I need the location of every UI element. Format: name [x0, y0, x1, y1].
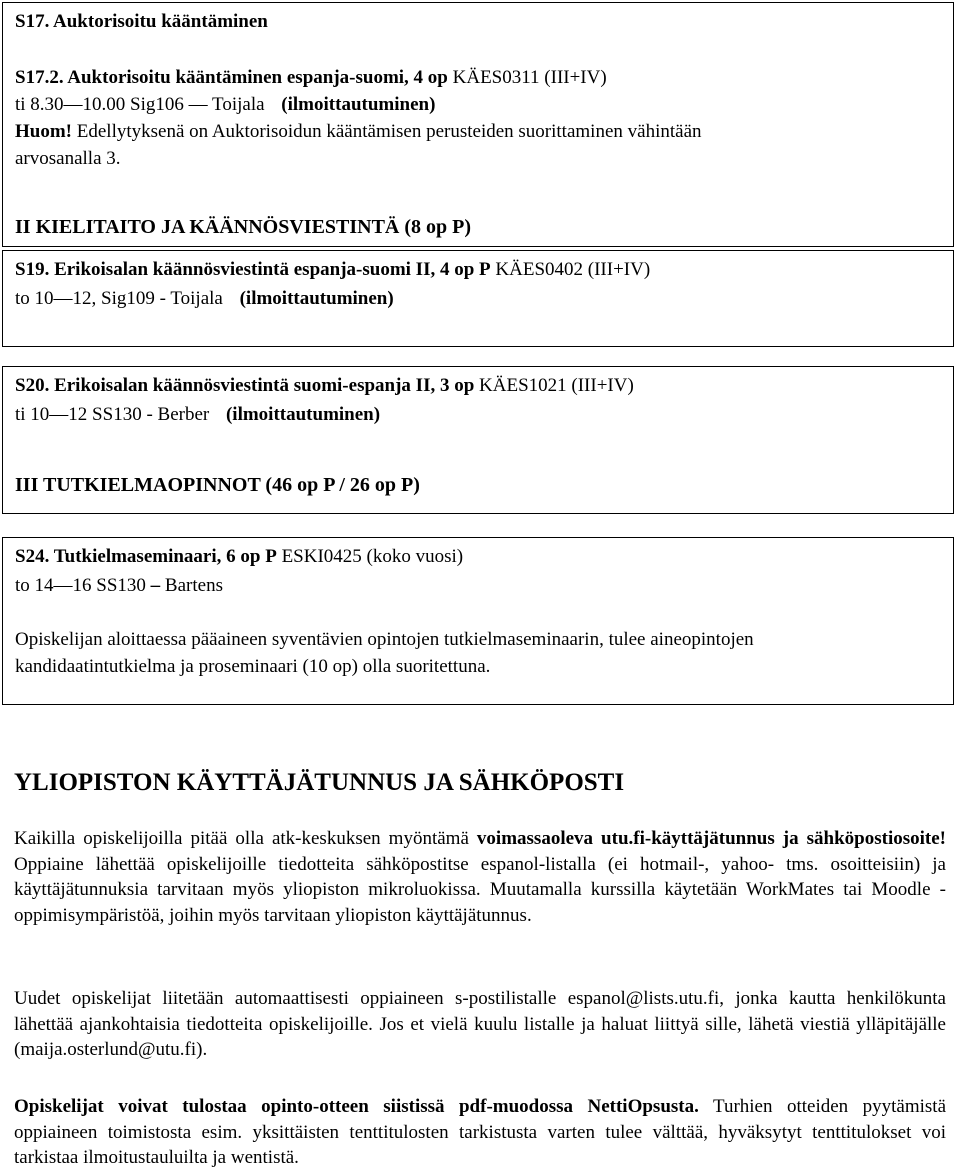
account-heading: YLIOPISTON KÄYTTÄJÄTUNNUS JA SÄHKÖPOSTI	[14, 769, 625, 796]
s24-schedule: to 14—16 SS130	[15, 575, 151, 596]
s20-title: S20. Erikoisalan käännösviestintä suomi-espanja II, 3 op	[15, 375, 475, 396]
s24-schedule-line	[15, 571, 223, 600]
s17-course-title: S17.2. Auktorisoitu kääntäminen espanja-suomi, 4 op	[15, 67, 448, 88]
s19-title-line	[15, 255, 650, 284]
s20-registration: (ilmoittautuminen)	[225, 404, 381, 425]
account-paragraph-2: Uudet opiskelijat liitetään automaattisesti oppiaineen s-postilistalle espanol@lists.utu.fi, jonka kautta henkilökunta lähettää ajankohtaisia tiedotteita opiskelijoille. Jos et vielä kuulu listalle ja haluat liittyä sille, lähetä viestiä ylläpitäjälle (maija.osterlund@utu.fi).	[14, 988, 946, 1061]
s20-code: KÄES1021 (III+IV)	[474, 375, 634, 396]
s17-schedule-line	[15, 90, 435, 119]
account-p3-text: Turhien otteiden pyytämistä oppiaineen toimistosta esim. yksittäisten tenttitulosten tarkistusta varten tulee välttää, hyväksytyt tenttitulokset voi tarkistaa ilmoitustauluilta ja wentistä.	[14, 1096, 947, 1169]
s24-schedule-teacher: Bartens	[160, 575, 223, 596]
s17-heading: S17. Auktorisoitu kääntäminen	[15, 11, 268, 32]
s17-note-text: Edellytyksenä on Auktorisoidun kääntämisen perusteiden suorittaminen vähintään	[72, 121, 702, 142]
s17-box	[2, 2, 954, 247]
account-paragraph-3	[14, 1094, 946, 1171]
s17-note-text-2: arvosanalla 3.	[15, 148, 121, 169]
account-p1-text-a: Kaikilla opiskelijoilla pitää olla atk-keskuksen myöntämä	[14, 828, 477, 849]
s17-schedule: ti 8.30—10.00 Sig106 — Toijala	[15, 94, 265, 115]
s24-title: S24. Tutkielmaseminaari, 6 op P	[15, 546, 277, 567]
s24-schedule-dash: –	[150, 575, 161, 596]
account-p1-bold: voimassaoleva utu.fi-käyttäjätunnus ja sähköpostiosoite!	[476, 828, 946, 849]
s24-title-line	[15, 542, 463, 571]
s24-code: ESKI0425 (koko vuosi)	[276, 546, 464, 567]
s19-title: S19. Erikoisalan käännösviestintä espanja-suomi II, 4 op P	[15, 259, 491, 280]
s19-box	[2, 250, 954, 347]
s20-title-line	[15, 371, 634, 400]
s17-course-code: KÄES0311 (III+IV)	[447, 67, 607, 88]
s19-code: KÄES0402 (III+IV)	[490, 259, 651, 280]
section-3-heading: III TUTKIELMAOPINNOT (46 op P / 26 op P)	[15, 474, 420, 496]
account-p3-bold: Opiskelijat voivat tulostaa opinto-otteen siistissä pdf-muodossa NettiOpsusta.	[14, 1096, 699, 1117]
s24-box	[2, 537, 954, 705]
s19-registration: (ilmoittautuminen)	[239, 288, 394, 309]
s20-schedule-line	[15, 400, 380, 429]
s20-box	[2, 366, 954, 514]
s17-course-line	[15, 63, 607, 92]
account-paragraph-1	[14, 826, 946, 928]
s24-desc-2: kandidaatintutkielma ja proseminaari (10 op) olla suoritettuna.	[15, 656, 491, 677]
account-p1-text-b: Oppiaine lähettää opiskelijoille tiedotteita sähköpostitse espanol-listalla (ei hotmail-, yahoo- tms. osoitteisiin) ja käyttäjätunnuksia tarvitaan myös yliopiston mikroluokissa. Muutamalla kurssilla käytetään WorkMates tai Moodle -oppimisympäristöä, joihin myös tarvitaan yliopiston käyttäjätunnus.	[14, 853, 946, 926]
s17-note-label: Huom!	[15, 121, 72, 142]
s19-schedule-line	[15, 284, 394, 313]
s24-desc-1: Opiskelijan aloittaessa pääaineen syventävien opintojen tutkielmaseminaarin, tulee aineopintojen	[15, 629, 754, 650]
s17-registration: (ilmoittautuminen)	[281, 94, 436, 115]
section-2-heading: II KIELITAITO JA KÄÄNNÖSVIESTINTÄ (8 op P)	[15, 216, 472, 238]
s19-schedule: to 10—12, Sig109 - Toijala	[15, 288, 223, 309]
s17-note-line	[15, 117, 702, 146]
s20-schedule: ti 10—12 SS130 - Berber	[15, 404, 210, 425]
